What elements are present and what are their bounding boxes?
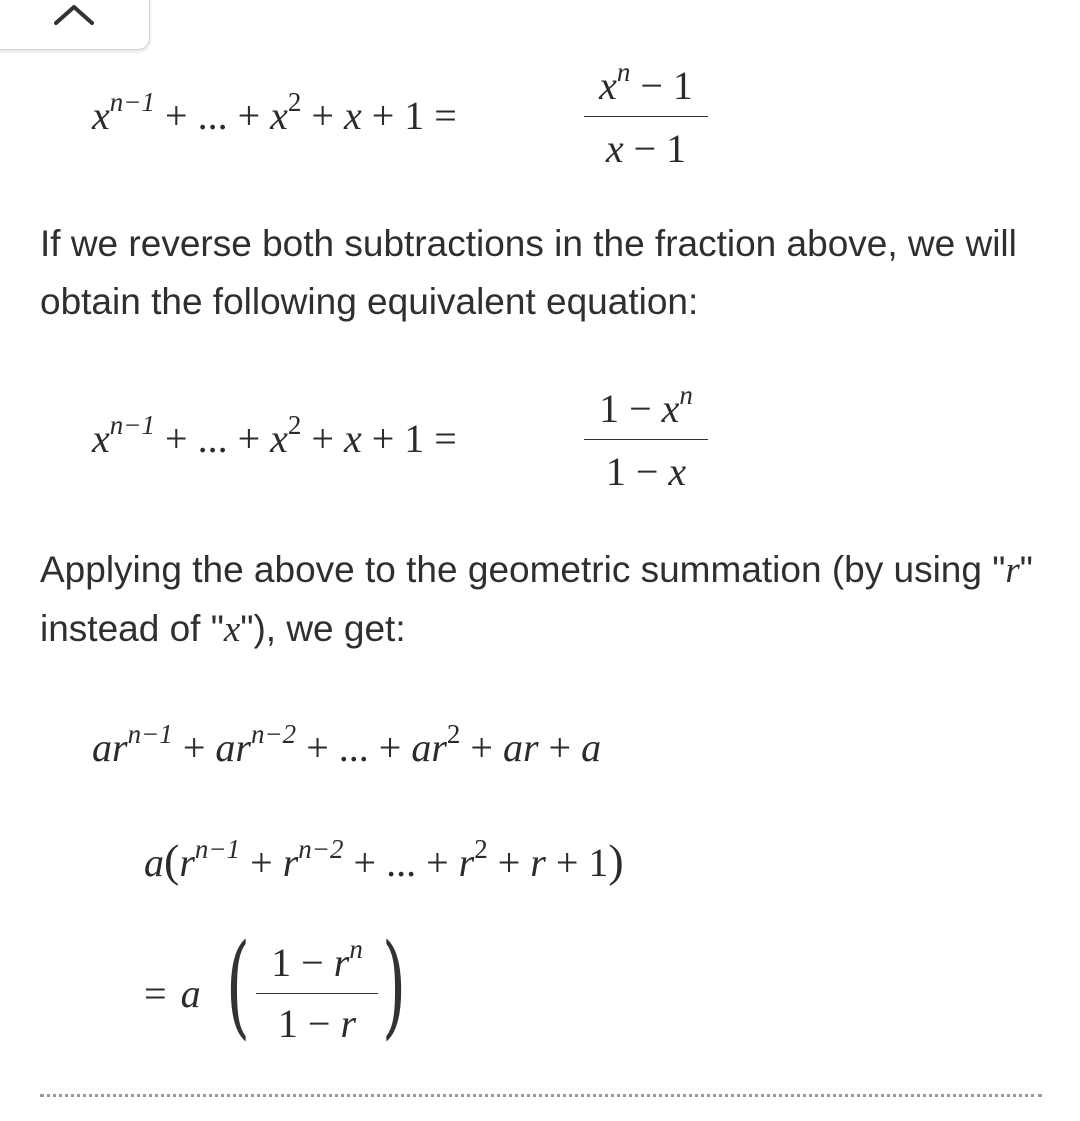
equation-2-fraction (584, 380, 708, 494)
fraction-numerator: $1 - r^n$ (271, 934, 363, 985)
fraction-denominator: x − 1 (605, 126, 687, 171)
equation-5-right-paren: ) (382, 921, 407, 1051)
paragraph-geometric-summation: Applying the above to the geometric summation (by using "r" instead of "x"), we get: (40, 549, 1033, 650)
fraction-denominator: 1 − r (277, 1001, 357, 1046)
dotted-separator (40, 1094, 1042, 1097)
collapse-button[interactable] (0, 0, 150, 50)
equation-5-left-paren: ( (226, 921, 251, 1051)
fraction-denominator: 1 − x (605, 449, 687, 494)
equation-5-result-prefix: = a (144, 971, 201, 1016)
equation-1-lhs: $x^{n-1}$ + ... + $x^2 + x + 1$ = (92, 87, 457, 138)
paragraph-reverse-subtractions: If we reverse both subtractions in the fraction above, we will obtain the following equivalent equation: (40, 223, 1017, 322)
chevron-up-icon (52, 0, 96, 29)
equation-2-lhs: $x^{n-1}$ + ... + $x^2 + x + 1$ = (92, 410, 457, 461)
equation-1-fraction (584, 57, 708, 171)
fraction-numerator: $x^n - 1$ (599, 57, 693, 108)
equation-4-factored: $a(r^{n-1} + r^{n-2}$ + ... + $r^2 + r + 1$) (144, 834, 624, 886)
fraction-numerator: $1 - x^n$ (599, 380, 693, 431)
equation-5-fraction (256, 934, 378, 1046)
equation-3-geometric-sum: $ar^{n-1} + ar^{n-2}$ + ... + $ar^2$ + ar + a (92, 719, 602, 770)
